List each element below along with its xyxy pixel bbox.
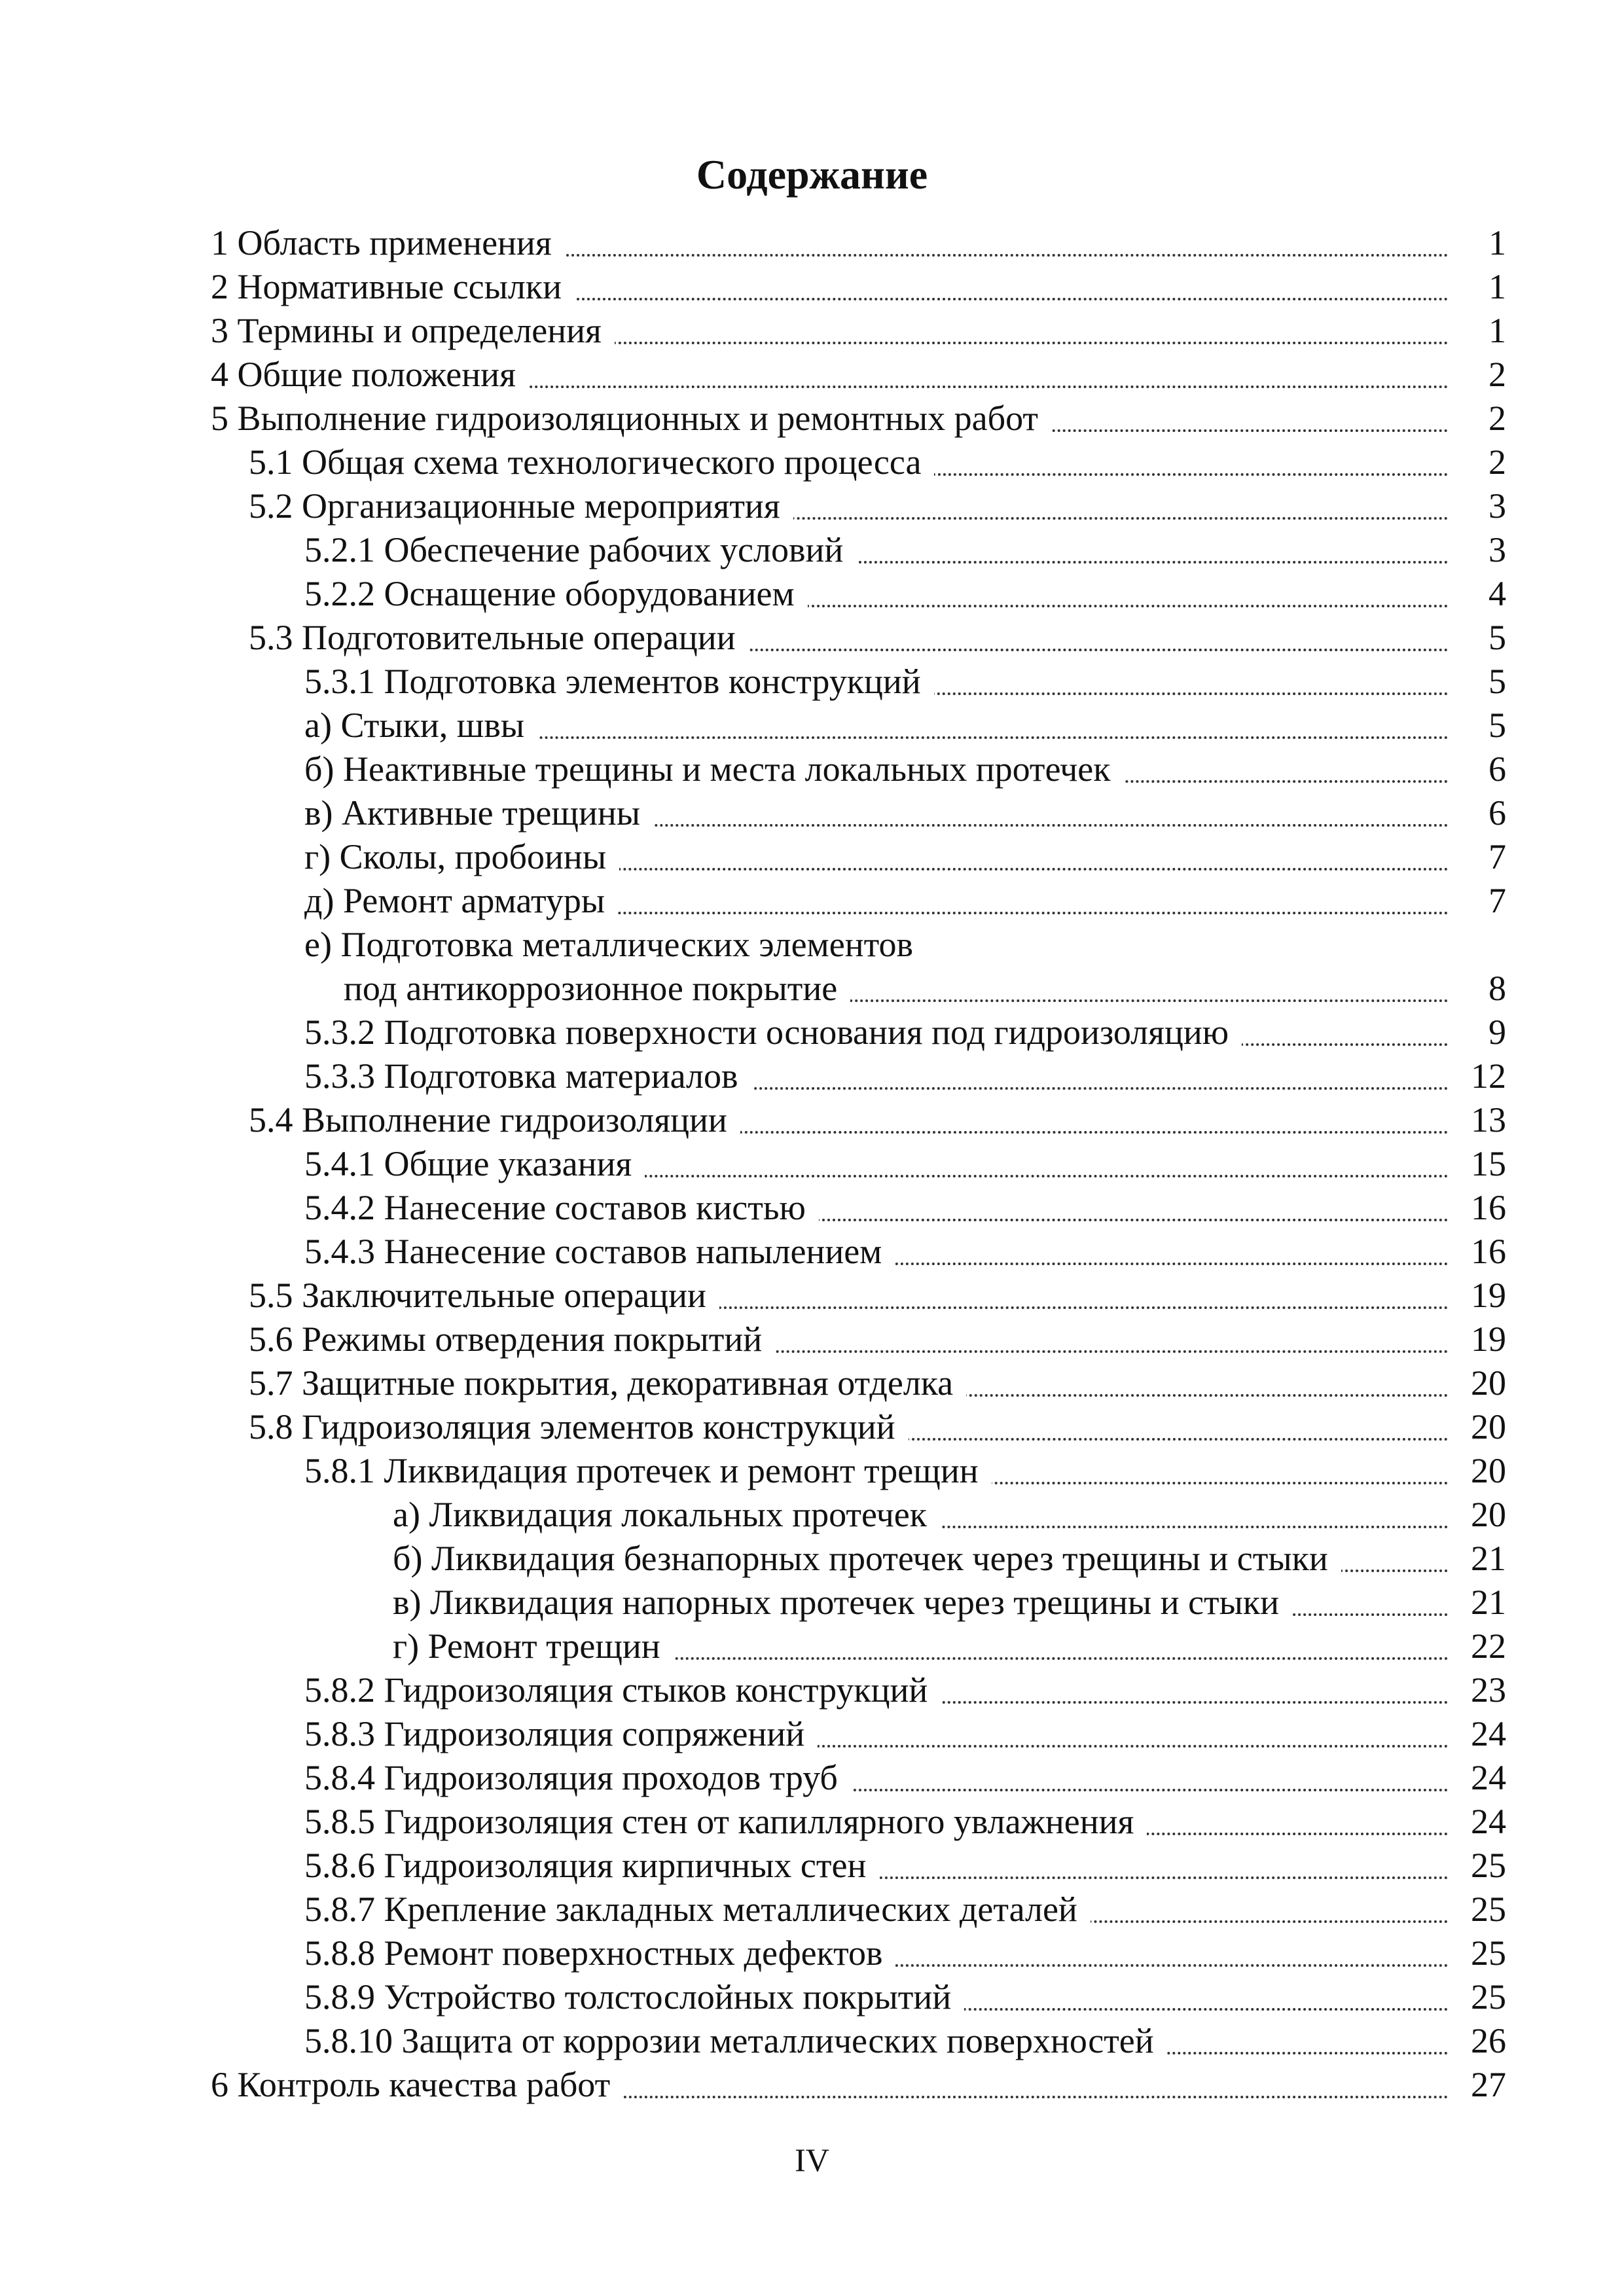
toc-entry-label: 5.8.6 Гидроизоляция кирпичных стен [304,1845,879,1886]
toc-entry[interactable] [0,1189,1624,1233]
toc-entry-label: 4 Общие положения [211,354,529,395]
toc-entry-page-number: 27 [1471,2065,1506,2104]
toc-entry-page-number: 22 [1471,1626,1506,1666]
toc-entry-label: 6 Контроль качества работ [211,2064,623,2105]
toc-entry[interactable] [0,2066,1624,2110]
toc-entry-label: 2 Нормативные ссылки [211,266,575,307]
toc-entry-page-number: 16 [1471,1188,1506,1227]
toc-entry[interactable] [0,444,1624,488]
toc-entry-label: 5.2.2 Оснащение оборудованием [304,573,808,614]
toc-entry-label: 5.8 Гидроизоляция элементов конструкций [249,1407,909,1447]
toc-entry-label: 5.4.2 Нанесение составов кистью [304,1187,819,1228]
toc-entry-page-number: 2 [1489,442,1506,482]
toc-entry-label: 5.2.1 Обеспечение рабочих условий [304,529,856,570]
toc-entry-page-number: 6 [1489,749,1506,789]
toc-entry-page-number: 12 [1471,1056,1506,1096]
toc-entry-label: 5.2 Организационные мероприятия [249,486,793,526]
toc-entry-label: 5.3.3 Подготовка материалов [304,1056,751,1096]
toc-entry-page-number: 1 [1489,223,1506,262]
toc-entry[interactable] [0,1628,1624,1672]
toc-entry-label: 5.5 Заключительные операции [249,1275,719,1316]
toc-entry-page-number: 25 [1471,1890,1506,1929]
toc-entry-label: 5.3 Подготовительные операции [249,617,749,658]
toc-entry-label: 5.8.9 Устройство толстослойных покрытий [304,1977,964,2017]
toc-entry[interactable] [0,1847,1624,1891]
toc-entry-label: 3 Термины и определения [211,310,615,351]
toc-entry[interactable] [0,751,1624,795]
toc-entry-page-number: 6 [1489,793,1506,833]
toc-entry-page-number: 20 [1471,1363,1506,1403]
toc-entry[interactable] [0,1365,1624,1408]
toc-entry-label: а) Ликвидация локальных протечек [393,1494,940,1535]
toc-entry-label: 5.8.10 Защита от коррозии металлических поверхностей [304,2020,1167,2061]
page-title: Содержание [696,151,928,198]
toc-entry-page-number: 20 [1471,1495,1506,1534]
toc-entry[interactable] [0,531,1624,575]
toc-entry-page-number: 24 [1471,1758,1506,1797]
toc-entry[interactable] [0,1759,1624,1803]
toc-entry-label: 5.4.3 Нанесение составов напылением [304,1231,895,1272]
toc-entry-label: под антикоррозионное покрытие [344,968,850,1009]
toc-entry-page-number: 19 [1471,1319,1506,1359]
toc-entry-page-number: 15 [1471,1144,1506,1183]
toc-entry-label: б) Ликвидация безнапорных протечек через трещины и стыки [393,1538,1341,1579]
toc-entry[interactable] [0,882,1624,926]
toc-entry-label: 5.1 Общая схема технологического процесса [249,442,934,482]
toc-entry-page-number: 21 [1471,1539,1506,1578]
toc-entry[interactable] [0,1584,1624,1628]
toc-entry-page-number: 25 [1471,1933,1506,1973]
toc-entry-page-number: 25 [1471,1977,1506,2017]
toc-entry-page-number: 23 [1471,1670,1506,1710]
toc-entry-label: б) Неактивные трещины и места локальных протечек [304,749,1124,789]
toc-entry-label: 5.8.3 Гидроизоляция сопряжений [304,1713,818,1754]
toc-entry-page-number: 5 [1489,618,1506,657]
toc-entry-label: г) Сколы, пробоины [304,836,619,877]
toc-entry[interactable] [0,356,1624,400]
toc-entry-page-number: 3 [1489,486,1506,526]
toc-entry[interactable] [0,1540,1624,1584]
toc-entry[interactable] [0,1803,1624,1847]
toc-entry-page-number: 2 [1489,355,1506,394]
page-folio: IV [795,2142,829,2178]
toc-entry[interactable] [0,224,1624,268]
toc-entry-page-number: 19 [1471,1276,1506,1315]
toc-entry-label: а) Стыки, швы [304,705,537,745]
toc-entry[interactable] [0,1321,1624,1365]
toc-entry-label: д) Ремонт арматуры [304,880,618,921]
toc-entry[interactable] [0,1145,1624,1189]
toc-entry-label: 5.8.7 Крепление закладных металлических деталей [304,1889,1091,1929]
toc-entry[interactable] [0,1891,1624,1935]
toc-entry[interactable] [0,1672,1624,1715]
toc-entry[interactable] [0,1102,1624,1145]
toc-entry-label: 5.8.5 Гидроизоляция стен от капиллярного увлажнения [304,1801,1147,1842]
toc-entry-page-number: 24 [1471,1802,1506,1841]
toc-entry[interactable] [0,970,1624,1014]
toc-entry[interactable] [0,663,1624,707]
toc-entry-page-number: 26 [1471,2021,1506,2060]
toc-entry-page-number: 16 [1471,1232,1506,1271]
toc-entry[interactable] [0,1979,1624,2022]
toc-entry-label: е) Подготовка металлических элементов [304,925,913,964]
toc-entry-label: 5.8.2 Гидроизоляция стыков конструкций [304,1670,941,1710]
toc-entry-label: 5.8.8 Ремонт поверхностных дефектов [304,1933,895,1973]
toc-entry-page-number: 24 [1471,1714,1506,1753]
toc-entry-page-number: 25 [1471,1846,1506,1885]
toc-entry[interactable] [0,1452,1624,1496]
toc-entry-page-number: 5 [1489,706,1506,745]
toc-entry-page-number: 7 [1489,837,1506,876]
toc-entry-label: 5 Выполнение гидроизоляционных и ремонтных работ [211,398,1051,439]
toc-entry-page-number: 4 [1489,574,1506,613]
toc-entry[interactable] [0,1935,1624,1979]
toc-entry[interactable] [0,838,1624,882]
toc-entry-page-number: 1 [1489,267,1506,306]
toc-entry[interactable] [0,575,1624,619]
toc-entry[interactable] [0,2022,1624,2066]
toc-entry-page-number: 21 [1471,1583,1506,1622]
toc-entry[interactable] [0,268,1624,312]
toc-entry-page-number: 8 [1489,969,1506,1008]
toc-entry[interactable] [0,1233,1624,1277]
toc-entry-page-number: 2 [1489,399,1506,438]
toc-entry-label: 5.3.2 Подготовка поверхности основания под гидроизоляцию [304,1012,1242,1052]
toc-entry-page-number: 5 [1489,662,1506,701]
toc-entry[interactable] [0,619,1624,663]
toc-entry-label: г) Ремонт трещин [393,1626,674,1666]
toc-entry[interactable] [0,1277,1624,1321]
toc-entry[interactable] [0,488,1624,531]
toc-entry[interactable] [0,707,1624,751]
toc-entry[interactable] [0,926,1624,970]
toc-entry-page-number: 3 [1489,530,1506,569]
toc-entry-label: 5.8.4 Гидроизоляция проходов труб [304,1757,851,1798]
toc-entry[interactable] [0,1496,1624,1540]
toc-entry-page-number: 20 [1471,1407,1506,1446]
toc-entry-page-number: 9 [1489,1013,1506,1052]
toc-entry[interactable] [0,312,1624,356]
toc-entry-label: в) Активные трещины [304,793,653,833]
toc-entry-page-number: 20 [1471,1451,1506,1490]
toc-entry-label: 5.4 Выполнение гидроизоляции [249,1100,740,1140]
toc-entry[interactable] [0,400,1624,444]
toc-entry-label: 5.7 Защитные покрытия, декоративная отделка [249,1363,966,1403]
toc-entry-label: 5.3.1 Подготовка элементов конструкций [304,661,934,702]
toc-entry[interactable] [0,1715,1624,1759]
toc-entry-page-number: 13 [1471,1100,1506,1139]
toc-entry[interactable] [0,795,1624,838]
toc-entry-label: 5.6 Режимы отвердения покрытий [249,1319,775,1359]
toc-entry-label: в) Ликвидация напорных протечек через трещины и стыки [393,1582,1292,1623]
toc-entry-page-number: 1 [1489,311,1506,350]
toc-entry-label: 1 Область применения [211,223,565,263]
toc-entry[interactable] [0,1058,1624,1102]
toc-entry-label: 5.4.1 Общие указания [304,1143,645,1184]
toc-entry[interactable] [0,1014,1624,1058]
toc-entry-page-number: 7 [1489,881,1506,920]
toc-entry[interactable] [0,1408,1624,1452]
toc-entry-label: 5.8.1 Ликвидация протечек и ремонт трещин [304,1450,992,1491]
